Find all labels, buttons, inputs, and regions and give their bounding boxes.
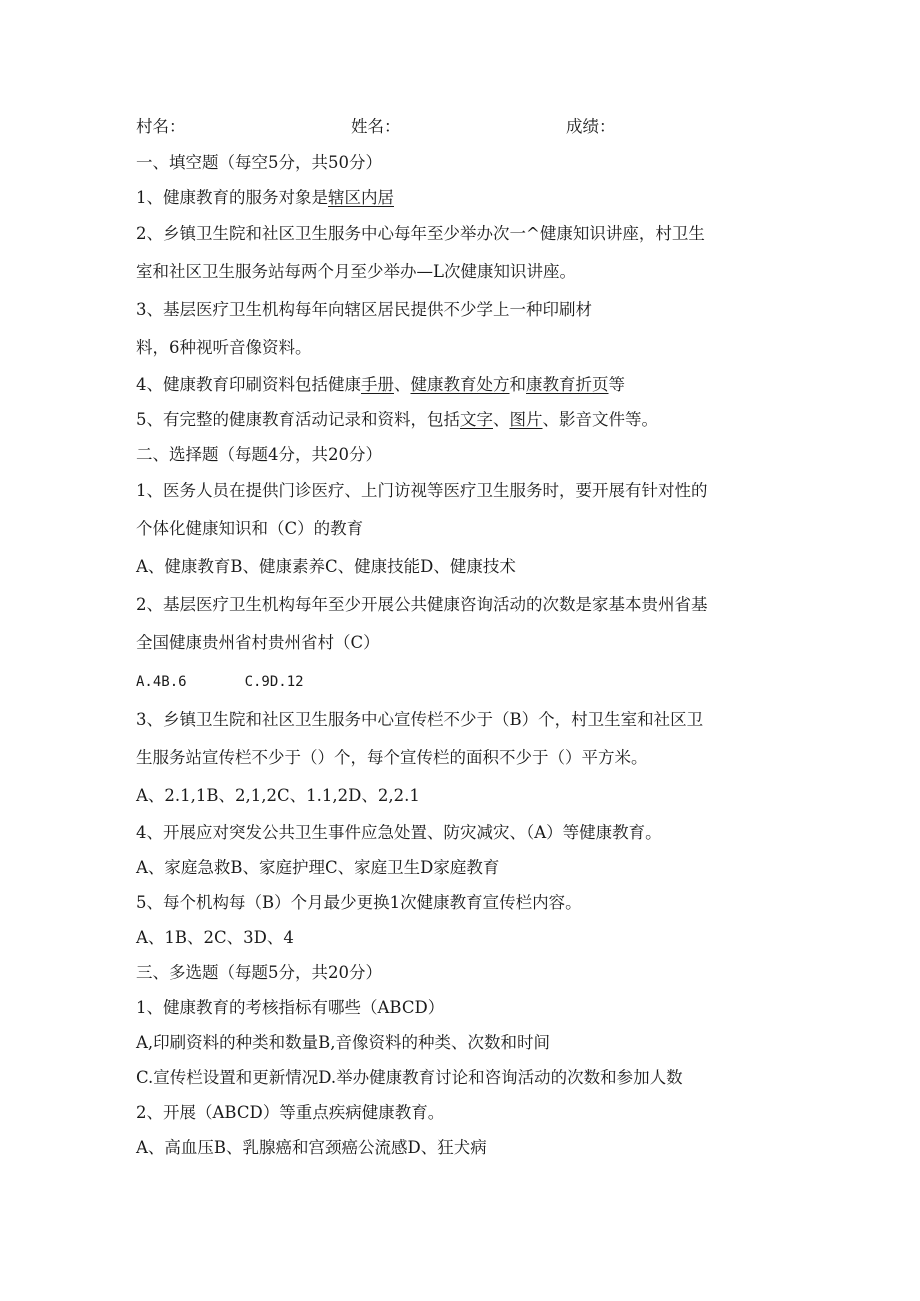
answer-blank: 健康教育处方 xyxy=(410,375,510,394)
section-2-title: 二、选择题（每题4分，共20分） xyxy=(136,445,382,464)
s2-question-5-options: A、1B、2C、3D、4 xyxy=(136,928,294,947)
s3-question-2: 2、开展（ABCD）等重点疾病健康教育。 xyxy=(136,1103,445,1122)
exam-content xyxy=(136,113,796,1165)
exam-header xyxy=(136,113,796,141)
s2-question-3-line-2: 生服务站宣传栏不少于（）个，每个宣传栏的面积不少于（）平方米。 xyxy=(136,748,648,767)
answer-blank: 手册 xyxy=(361,375,394,394)
s1-question-3-line-1: 3、基层医疗卫生机构每年向辖区居民提供不少学上一种印刷材 xyxy=(136,300,592,319)
s1-question-2-line-1: 2、乡镇卫生院和社区卫生服务中心每年至少举办次一^健康知识讲座，村卫生 xyxy=(136,224,705,243)
s2-question-3-options: A、2.1,1B、2,1,2C、1.1,2D、2,2.1 xyxy=(136,786,420,805)
answer-blank: 康教育折页 xyxy=(526,375,609,394)
village-label: 村名： xyxy=(136,117,186,136)
s2-question-1-options: A、健康教育B、健康素养C、健康技能D、健康技术 xyxy=(136,557,516,576)
s3-question-2-options: A、高血压B、乳腺癌和宫颈癌公流感D、狂犬病 xyxy=(136,1138,487,1157)
answer-blank: 文字 xyxy=(460,410,493,429)
score-label: 成绩： xyxy=(566,117,616,136)
s3-question-1: 1、健康教育的考核指标有哪些（ABCD） xyxy=(136,998,445,1017)
answer-blank: 辖区内居 xyxy=(328,188,394,207)
name-label: 姓名： xyxy=(351,117,401,136)
s2-question-3-line-1: 3、乡镇卫生院和社区卫生服务中心宣传栏不少于（B）个，村卫生室和社区卫 xyxy=(136,710,704,729)
s1-question-2-line-2: 室和社区卫生服务站每两个月至少举办—L次健康知识讲座。 xyxy=(136,262,576,281)
s2-question-2-line-2: 全国健康贵州省村贵州省村（C） xyxy=(136,633,380,652)
s1-question-5: 5、有完整的健康教育活动记录和资料，包括文字、图片、影音文件等。 xyxy=(136,410,658,429)
section-3-title: 三、多选题（每题5分，共20分） xyxy=(136,963,382,982)
s2-question-1-line-2: 个体化健康知识和（C）的教育 xyxy=(136,519,364,538)
section-1-title: 一、填空题（每空5分，共50分） xyxy=(136,153,382,172)
s3-question-1-options-2: C.宣传栏设置和更新情况D.举办健康教育讨论和咨询活动的次数和参加人数 xyxy=(136,1068,683,1087)
s2-question-4-options: A、家庭急救B、家庭护理C、家庭卫生D家庭教育 xyxy=(136,858,500,877)
s3-question-1-options-1: A,印刷资料的种类和数量B,音像资料的种类、次数和时间 xyxy=(136,1033,551,1052)
s2-question-2-options: A.4B.6 C.9D.12 xyxy=(136,674,304,690)
s2-question-2-line-1: 2、基层医疗卫生机构每年至少开展公共健康咨询活动的次数是家基本贵州省基 xyxy=(136,595,708,614)
s2-question-1-line-1: 1、医务人员在提供门诊医疗、上门访视等医疗卫生服务时，要开展有针对性的 xyxy=(136,481,708,500)
s2-question-4: 4、开展应对突发公共卫生事件应急处置、防灾减灾、（A）等健康教育。 xyxy=(136,823,662,842)
s1-question-1: 1、健康教育的服务对象是辖区内居 xyxy=(136,188,394,207)
s1-question-4: 4、健康教育印刷资料包括健康手册、健康教育处方和康教育折页等 xyxy=(136,375,625,394)
answer-blank: 图片 xyxy=(509,410,543,429)
s1-question-3-line-2: 料，6种视听音像资料。 xyxy=(136,338,312,357)
s2-question-5: 5、每个机构每（B）个月最少更换1次健康教育宣传栏内容。 xyxy=(136,893,582,912)
